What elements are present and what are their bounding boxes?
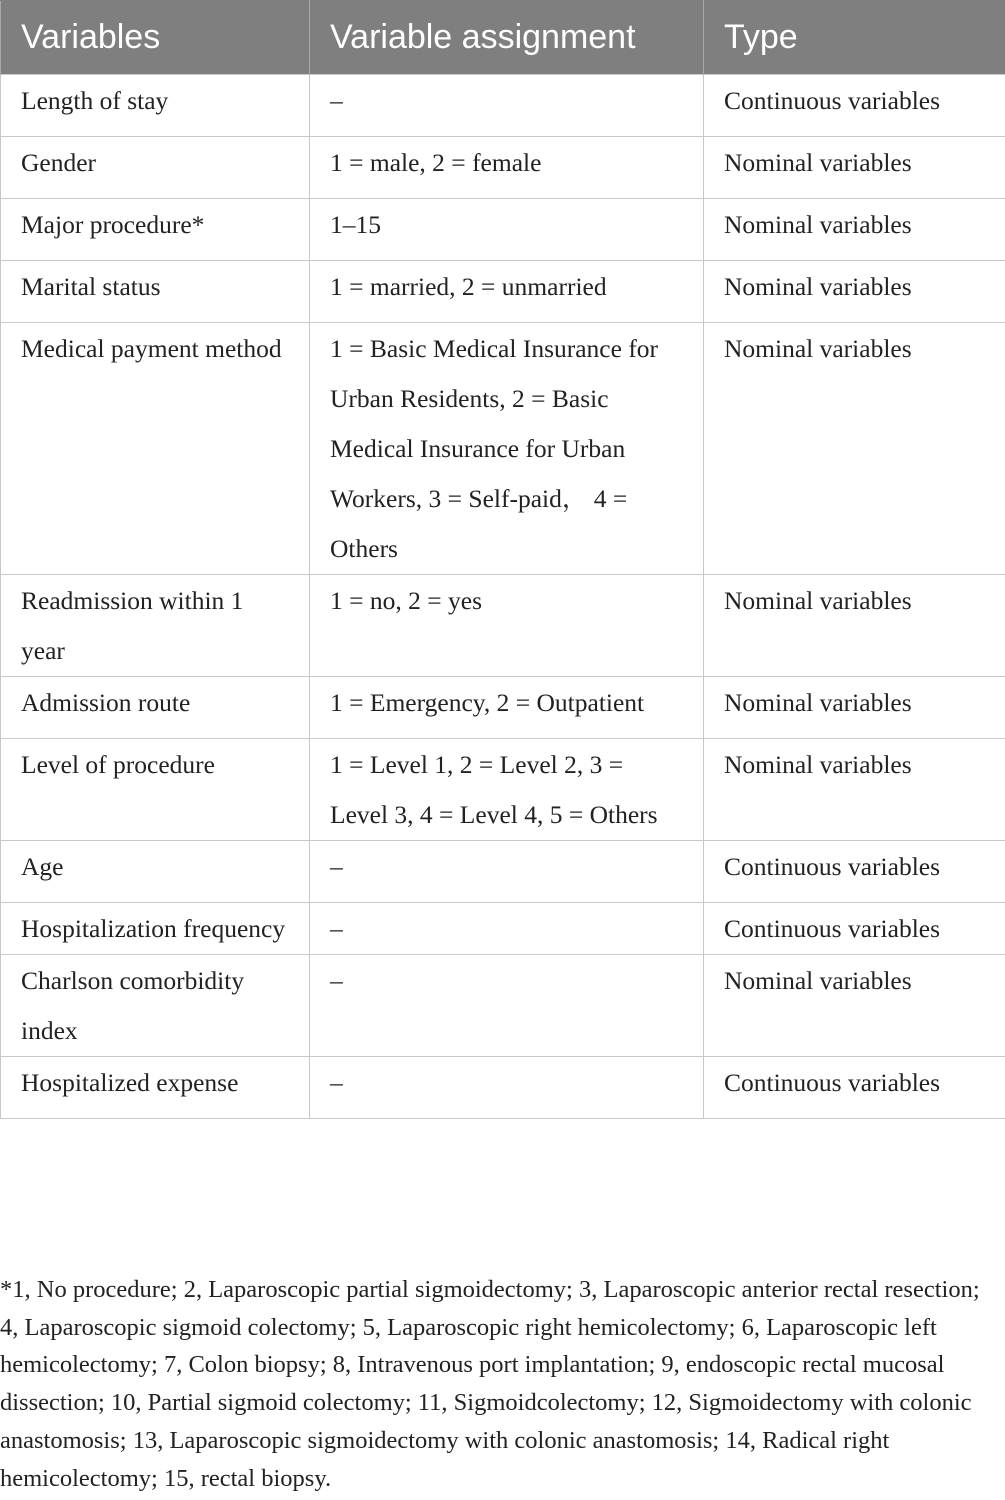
cell-text: Nominal variables [724, 750, 912, 779]
cell-variable [1, 575, 310, 677]
table-row [1, 903, 1005, 955]
cell-text: Continuous variables [724, 852, 941, 881]
cell-variable [1, 903, 310, 955]
cell-text: Nominal variables [724, 586, 912, 615]
cell-type [704, 261, 1005, 323]
cell-variable [1, 841, 310, 903]
cell-variable [1, 75, 310, 137]
cell-text: 1 = no, 2 = yes [330, 586, 483, 615]
cell-text: Marital status [21, 272, 161, 301]
cell-assignment [310, 323, 704, 575]
cell-text: 1 = Basic Medical Insurance for Urban Residents, 2 = Basic Medical Insurance for Urban Workers, 3 = Self-paid， 4 = Others [330, 334, 659, 563]
cell-assignment [310, 1057, 704, 1119]
cell-text: Hospitalized expense [21, 1068, 239, 1097]
table-row [1, 137, 1005, 199]
cell-type [704, 677, 1005, 739]
cell-variable [1, 199, 310, 261]
header-row [1, 1, 1005, 75]
header-type: Type [704, 1, 1005, 75]
cell-text: 1–15 [330, 210, 381, 239]
cell-text: 1 = married, 2 = unmarried [330, 272, 607, 301]
cell-assignment [310, 575, 704, 677]
cell-text: Nominal variables [724, 210, 912, 239]
table-row [1, 955, 1005, 1057]
cell-type [704, 903, 1005, 955]
cell-variable [1, 137, 310, 199]
cell-assignment [310, 677, 704, 739]
cell-text: – [330, 1068, 343, 1097]
cell-text: Medical payment method [21, 334, 282, 363]
cell-type [704, 841, 1005, 903]
cell-text: – [330, 966, 343, 995]
cell-assignment [310, 75, 704, 137]
cell-type [704, 955, 1005, 1057]
cell-text: – [330, 852, 343, 881]
cell-type [704, 75, 1005, 137]
table-header [1, 1, 1005, 75]
cell-text: Hospitalization frequency [21, 914, 286, 943]
cell-assignment [310, 955, 704, 1057]
cell-text: Level of procedure [21, 750, 215, 779]
cell-text: Gender [21, 148, 97, 177]
table-row [1, 677, 1005, 739]
header-variable-assignment: Variable assignment [310, 1, 704, 75]
cell-assignment [310, 199, 704, 261]
cell-assignment [310, 137, 704, 199]
cell-variable [1, 323, 310, 575]
cell-text: 1 = Level 1, 2 = Level 2, 3 = Level 3, 4 = Level 4, 5 = Others [330, 750, 658, 829]
cell-variable [1, 1057, 310, 1119]
table-footnote: *1, No procedure; 2, Laparoscopic partial sigmoidectomy; 3, Laparoscopic anterior rectal resection; 4, Laparoscopic sigmoid colectomy; 5, Laparoscopic right hemicolectomy; 6, Laparoscopic left hemicolectomy; 7, Colon biopsy; 8, Intravenous port implantation; 9, endoscopic rectal mucosal dissection; 10, Partial sigmoid colectomy; 11, Sigmoidcolectomy; 12, Sigmoidectomy with colonic anastomosis; 13, Laparoscopic sigmoidectomy with colonic anastomosis; 14, Radical right hemicolectomy; 15, rectal biopsy. [0, 1276, 980, 1492]
cell-text: Major procedure* [21, 210, 205, 239]
cell-text: Readmission within 1 year [21, 586, 244, 665]
cell-type [704, 575, 1005, 677]
table-row [1, 323, 1005, 575]
cell-text: Age [21, 852, 64, 881]
cell-text: Admission route [21, 688, 191, 717]
cell-type [704, 323, 1005, 575]
table-row [1, 261, 1005, 323]
cell-text: Nominal variables [724, 688, 912, 717]
cell-text: Nominal variables [724, 966, 912, 995]
cell-assignment [310, 261, 704, 323]
cell-assignment [310, 841, 704, 903]
cell-text: Charlson comorbidity index [21, 966, 245, 1045]
cell-variable [1, 739, 310, 841]
cell-assignment [310, 739, 704, 841]
cell-assignment [310, 903, 704, 955]
cell-text: Nominal variables [724, 148, 912, 177]
cell-text: Length of stay [21, 86, 169, 115]
cell-type [704, 1057, 1005, 1119]
cell-type [704, 137, 1005, 199]
cell-text: Nominal variables [724, 272, 912, 301]
table-row [1, 199, 1005, 261]
table-row [1, 575, 1005, 677]
cell-text: Continuous variables [724, 914, 941, 943]
table-row [1, 75, 1005, 137]
cell-variable [1, 955, 310, 1057]
cell-type [704, 739, 1005, 841]
cell-text: Continuous variables [724, 86, 941, 115]
cell-text: 1 = Emergency, 2 = Outpatient [330, 688, 645, 717]
table-row [1, 841, 1005, 903]
cell-text: – [330, 86, 343, 115]
cell-text: Continuous variables [724, 1068, 941, 1097]
table-body [1, 75, 1005, 1119]
cell-variable [1, 677, 310, 739]
cell-text: Nominal variables [724, 334, 912, 363]
table-row [1, 1057, 1005, 1119]
cell-variable [1, 261, 310, 323]
table-row [1, 739, 1005, 841]
header-variables: Variables [1, 1, 310, 75]
cell-type [704, 199, 1005, 261]
cell-text: 1 = male, 2 = female [330, 148, 542, 177]
cell-text: – [330, 914, 343, 943]
